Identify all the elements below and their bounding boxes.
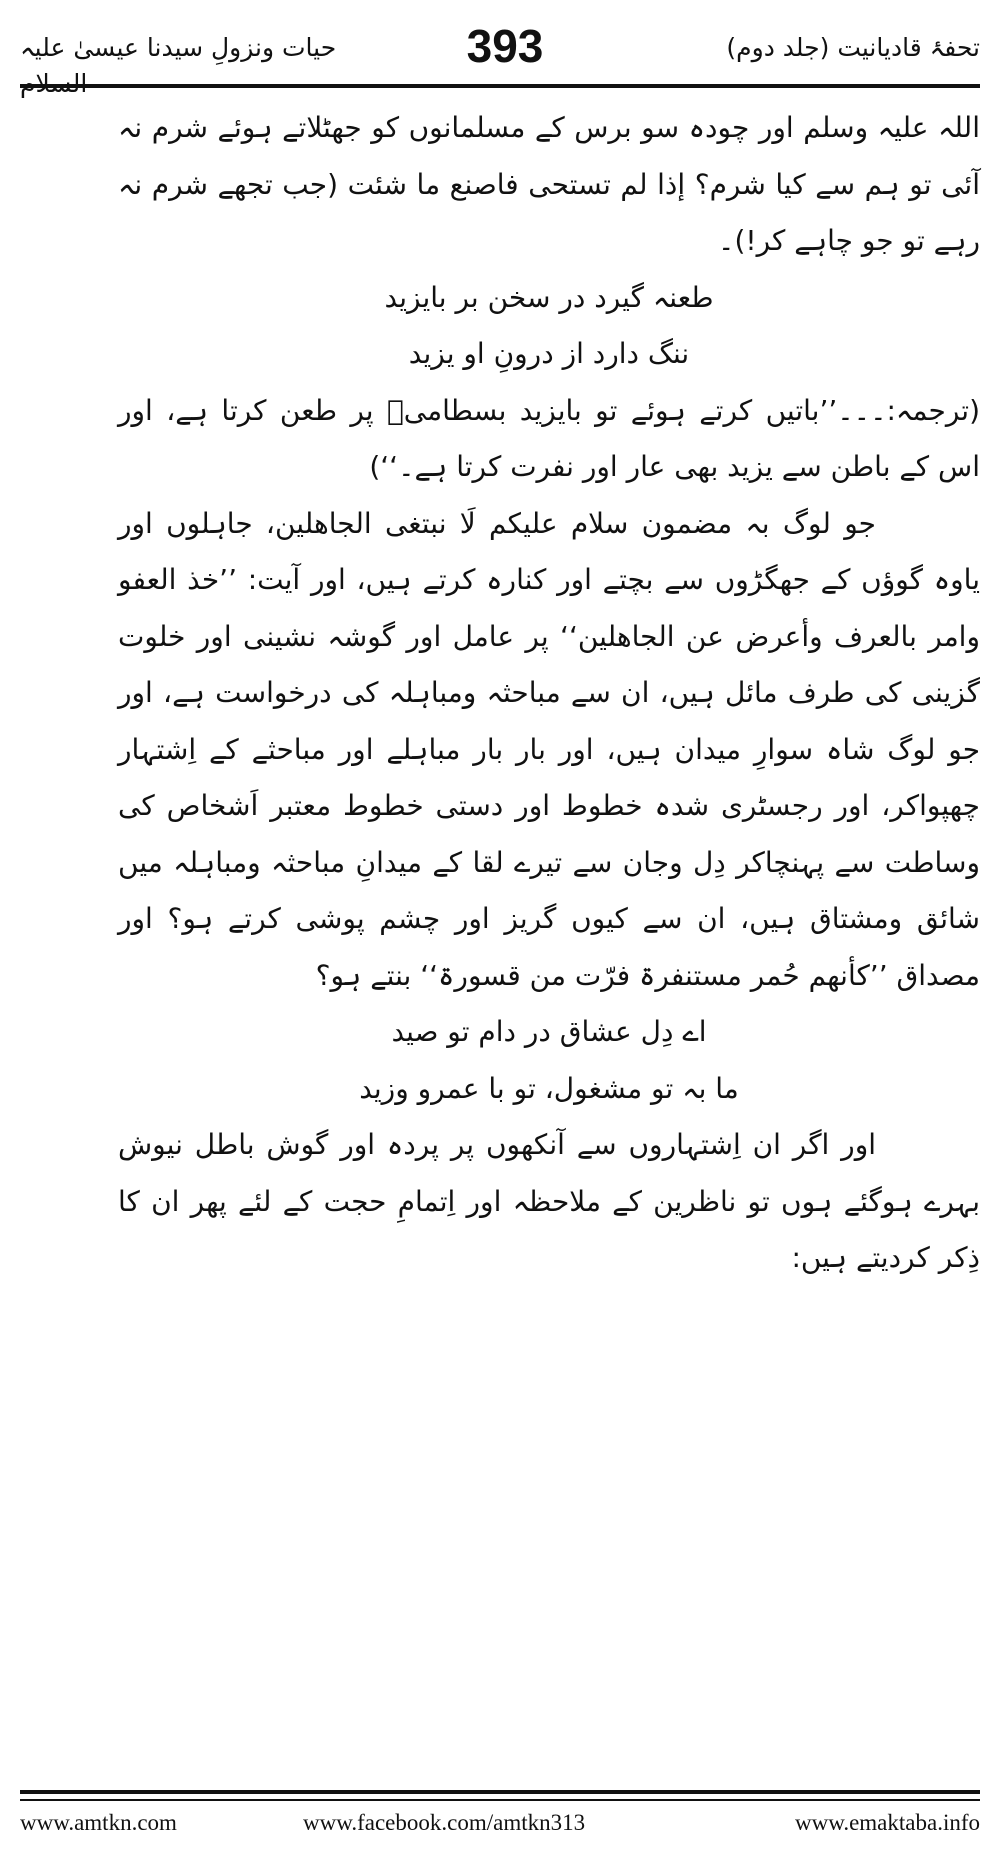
page-footer <box>20 1806 980 1840</box>
footer-link-facebook[interactable]: www.facebook.com/amtkn313 <box>303 1810 586 1835</box>
header-divider <box>20 84 980 88</box>
page-header <box>20 18 980 98</box>
verse-line: طعنہ گیرد در سخن بر بایزید <box>384 280 714 314</box>
footer-divider-thin <box>20 1799 980 1801</box>
footer-link-amtkn[interactable]: www.amtkn.com <box>20 1810 177 1835</box>
translation-paragraph: (ترجمہ:۔۔۔’’باتیں کرتے ہوئے تو بایزید بسطامیؒ پر طعن کرتا ہے، اور اس کے باطن سے یزید بھی عار اور نفرت کرتا ہے۔‘‘) <box>118 393 980 483</box>
footer-divider-thick <box>20 1790 980 1794</box>
page-body <box>118 100 980 1765</box>
footer-link-emaktaba[interactable]: www.emaktaba.info <box>795 1810 980 1835</box>
verse-line: ننگ دارد از درونِ او یزید <box>408 337 690 370</box>
page-number: 393 <box>466 20 544 72</box>
paragraph: اللہ علیہ وسلم اور چودہ سو برس کے مسلمانوں کو جھٹلاتے ہوئے شرم نہ آئی تو ہم سے کیا شرم؟ إذا لم تستحی فاصنع ما شئت (جب تجھے شرم نہ رہے تو جو چاہے کر!)۔ <box>118 111 980 257</box>
chapter-title: حیات ونزولِ سیدنا عیسیٰ علیہ السلام <box>20 33 337 98</box>
paragraph: جو لوگ بہ مضمون سلام علیکم لَا نبتغی الجاھلین، جاہلوں اور یاوہ گوؤں کے جھگڑوں سے بچتے اور کنارہ کرتے ہیں، اور آیت: ’’خذ العفو وامر بالعرف وأعرض عن الجاھلین‘‘ پر عامل اور گوشہ نشینی اور خلوت گزینی کی طرف مائل ہیں، ان سے مباحثہ ومباہلہ کی درخواست ہے، اور جو لوگ شاہ سوارِ میدان ہیں، اور بار بار مباہلے اور مباحثے کے اِشتہار چھپواکر، اور رجسٹری شدہ خطوط اور دستی خطوط معتبر اَشخاص کی وساطت سے پہنچاکر دِل وجان سے تیرے لقا کے میدانِ مباحثہ ومباہلہ میں شائق ومشتاق ہیں، ان سے کیوں گریز اور چشم پوشی کرتے ہو؟ اور مصداق ’’کأنھم حُمر مستنفرۃ فرّت من قسورۃ‘‘ بنتے ہو؟ <box>118 506 980 992</box>
verse-line: ما بہ تو مشغول، تو با عمرو وزید <box>359 1071 739 1105</box>
paragraph: اور اگر ان اِشتہاروں سے آنکھوں پر پردہ اور گوش باطل نیوش بہرے ہوگئے ہوں تو ناظرین کے ملاحظہ اور اِتمامِ حجت کے لئے پھر ان کا ذِکر کردیتے ہیں: <box>118 1128 980 1274</box>
book-title: تحفۂ قادیانیت (جلد دوم) <box>726 33 980 62</box>
verse-line: اے دِل عشاق در دام تو صید <box>391 1015 707 1048</box>
